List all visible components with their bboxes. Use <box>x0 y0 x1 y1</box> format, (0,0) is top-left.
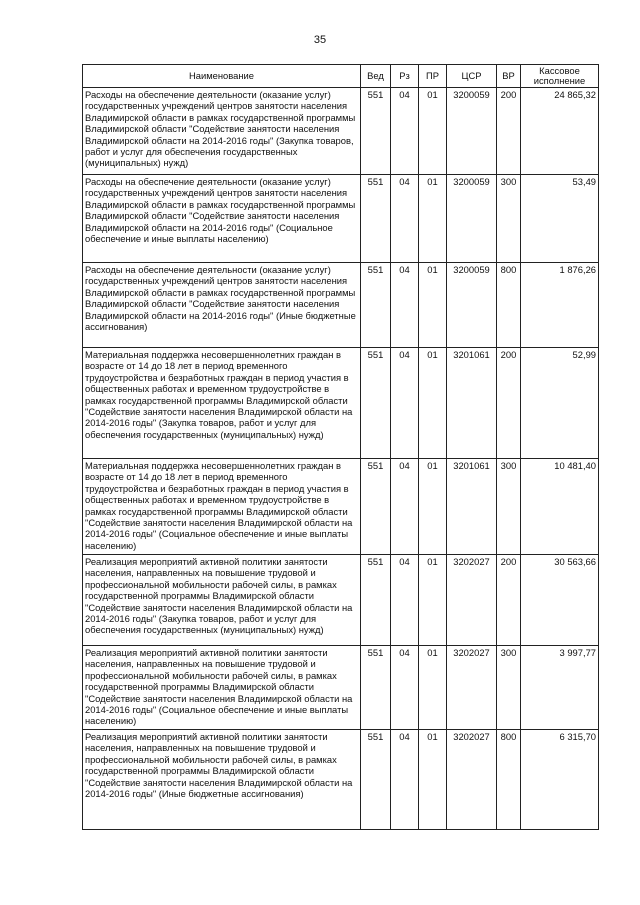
budget-table <box>82 64 599 830</box>
row-ved: 551 <box>361 348 391 459</box>
row-name: Материальная поддержка несовершеннолетних граждан в возрасте от 14 до 18 лет в период временного трудоустройства и безработных граждан в период участия в общественных работах и временном трудоустройстве в рамках государственной программы Владимирской области "Содействие занятости населения Владимирской области на 2014-2016 годы" (Социальное обеспечение и иные выплаты населению) <box>83 459 361 555</box>
row-ved: 551 <box>361 175 391 263</box>
row-pr: 01 <box>419 459 447 555</box>
row-name: Материальная поддержка несовершеннолетних граждан в возрасте от 14 до 18 лет в период временного трудоустройства и безработных граждан в период участия в общественных работах и временном трудоустройстве в рамках государственной программы Владимирской области "Содействие занятости населения Владимирской области на 2014-2016 годы" (Закупка товаров, работ и услуг для обеспечения государственных (муниципальных) нужд) <box>83 348 361 459</box>
row-vr: 300 <box>497 175 521 263</box>
header-rz: Рз <box>391 65 419 88</box>
row-vr: 300 <box>497 646 521 730</box>
row-pr: 01 <box>419 555 447 646</box>
row-name: Реализация мероприятий активной политики занятости населения, направленных на повышение трудовой и профессиональной мобильности рабочей силы, в рамках государственной программы Владимирской области "Содействие занятости населения Владимирской области на 2014-2016 годы" (Социальное обеспечение и иные выплаты населению) <box>83 646 361 730</box>
row-pr: 01 <box>419 646 447 730</box>
row-rz: 04 <box>391 88 419 175</box>
row-vr: 800 <box>497 263 521 348</box>
row-pr: 01 <box>419 263 447 348</box>
row-ved: 551 <box>361 263 391 348</box>
row-vr: 200 <box>497 88 521 175</box>
row-amount: 53,49 <box>521 175 599 263</box>
row-rz: 04 <box>391 646 419 730</box>
row-pr: 01 <box>419 730 447 830</box>
table-row <box>83 88 599 175</box>
row-pr: 01 <box>419 348 447 459</box>
row-rz: 04 <box>391 175 419 263</box>
table-row <box>83 175 599 263</box>
row-csr: 3202027 <box>447 555 497 646</box>
row-rz: 04 <box>391 555 419 646</box>
header-amount: Кассовое исполнение <box>521 65 599 88</box>
page-number: 35 <box>313 34 327 46</box>
row-rz: 04 <box>391 263 419 348</box>
row-amount: 10 481,40 <box>521 459 599 555</box>
row-vr: 300 <box>497 459 521 555</box>
row-pr: 01 <box>419 88 447 175</box>
row-amount: 3 997,77 <box>521 646 599 730</box>
table-row <box>83 555 599 646</box>
row-pr: 01 <box>419 175 447 263</box>
header-name: Наименование <box>83 65 361 88</box>
row-name: Расходы на обеспечение деятельности (оказание услуг) государственных учреждений центров занятости населения Владимирской области в рамках государственной программы Владимирской области "Содействие занятости населения Владимирской области на 2014-2016 годы" (Закупка товаров, работ и услуг для обеспечения государственных (муниципальных) нужд) <box>83 88 361 175</box>
row-vr: 200 <box>497 348 521 459</box>
header-row <box>83 65 599 88</box>
table-row <box>83 348 599 459</box>
row-amount: 52,99 <box>521 348 599 459</box>
row-ved: 551 <box>361 459 391 555</box>
row-amount: 24 865,32 <box>521 88 599 175</box>
row-csr: 3200059 <box>447 263 497 348</box>
header-pr: ПР <box>419 65 447 88</box>
header-vr: ВР <box>497 65 521 88</box>
row-ved: 551 <box>361 646 391 730</box>
table-row <box>83 459 599 555</box>
row-csr: 3202027 <box>447 646 497 730</box>
row-ved: 551 <box>361 88 391 175</box>
table-header <box>83 65 599 88</box>
row-rz: 04 <box>391 348 419 459</box>
row-name: Расходы на обеспечение деятельности (оказание услуг) государственных учреждений центров занятости населения Владимирской области в рамках государственной программы Владимирской области "Содействие занятости населения Владимирской области на 2014-2016 годы" (Социальное обеспечение и иные выплаты населению) <box>83 175 361 263</box>
row-csr: 3200059 <box>447 175 497 263</box>
row-amount: 1 876,26 <box>521 263 599 348</box>
row-csr: 3200059 <box>447 88 497 175</box>
header-ved: Вед <box>361 65 391 88</box>
row-rz: 04 <box>391 459 419 555</box>
row-amount: 6 315,70 <box>521 730 599 830</box>
row-csr: 3201061 <box>447 348 497 459</box>
table-row <box>83 730 599 830</box>
row-ved: 551 <box>361 555 391 646</box>
table-body <box>83 88 599 830</box>
row-rz: 04 <box>391 730 419 830</box>
table-row <box>83 646 599 730</box>
row-vr: 200 <box>497 555 521 646</box>
header-csr: ЦСР <box>447 65 497 88</box>
row-csr: 3202027 <box>447 730 497 830</box>
row-name: Реализация мероприятий активной политики занятости населения, направленных на повышение трудовой и профессиональной мобильности рабочей силы, в рамках государственной программы Владимирской области "Содействие занятости населения Владимирской области на 2014-2016 годы" (Иные бюджетные ассигнования) <box>83 730 361 830</box>
row-csr: 3201061 <box>447 459 497 555</box>
row-name: Расходы на обеспечение деятельности (оказание услуг) государственных учреждений центров занятости населения Владимирской области в рамках государственной программы Владимирской области "Содействие занятости населения Владимирской области на 2014-2016 годы" (Иные бюджетные ассигнования) <box>83 263 361 348</box>
row-name: Реализация мероприятий активной политики занятости населения, направленных на повышение трудовой и профессиональной мобильности рабочей силы, в рамках государственной программы Владимирской области "Содействие занятости населения Владимирской области на 2014-2016 годы" (Закупка товаров, работ и услуг для обеспечения государственных (муниципальных) нужд) <box>83 555 361 646</box>
row-ved: 551 <box>361 730 391 830</box>
row-vr: 800 <box>497 730 521 830</box>
table-row <box>83 263 599 348</box>
row-amount: 30 563,66 <box>521 555 599 646</box>
